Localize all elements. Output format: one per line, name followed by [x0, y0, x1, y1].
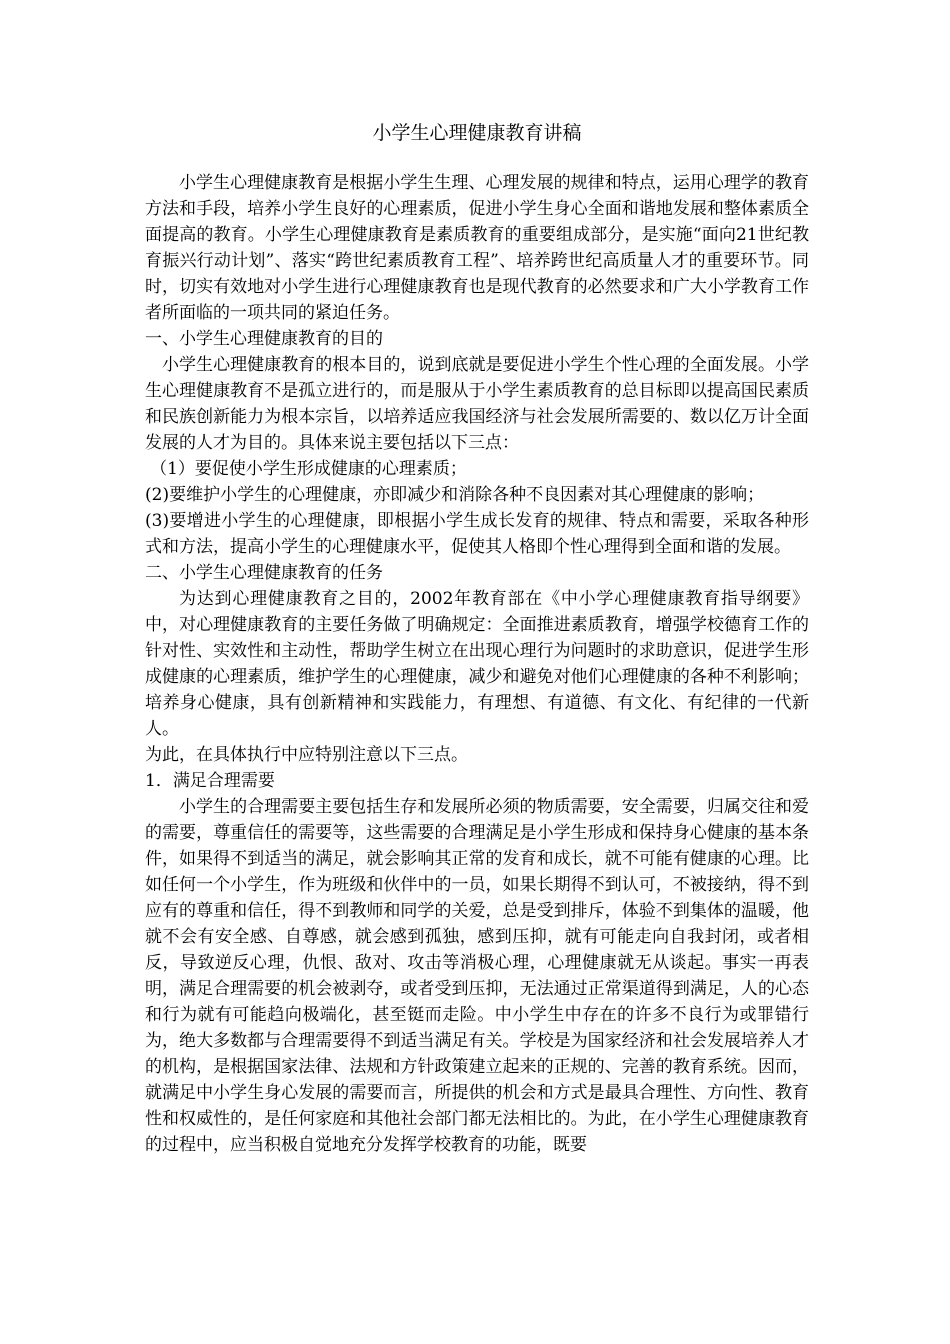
tasks-note: 为此，在具体执行中应特别注意以下三点。 — [145, 745, 468, 765]
purpose-point-1: （1）要促使小学生形成健康的心理素质； — [150, 459, 467, 479]
purpose-point-2: (2)要维护小学生的心理健康，亦即减少和消除各种不良因素对其心理健康的影响； — [145, 485, 765, 505]
section-heading-purpose: 一、小学生心理健康教育的目的 — [145, 329, 383, 349]
document-page — [145, 118, 809, 1158]
subheading-needs: 1．满足合理需要 — [145, 771, 275, 791]
section-heading-tasks: 二、小学生心理健康教育的任务 — [145, 563, 383, 583]
purpose-point-3: (3)要增进小学生的心理健康，即根据小学生成长发育的规律、特点和需要，采取各种形式和方法，提高小学生的心理健康水平，促使其人格即个性心理得到全面和谐的发展。 — [145, 511, 809, 557]
document-title: 小学生心理健康教育讲稿 — [372, 122, 582, 144]
needs-paragraph: 小学生的合理需要主要包括生存和发展所必须的物质需要，安全需要，归属交往和爱的需要，尊重信任的需要等，这些需要的合理满足是小学生形成和保持身心健康的基本条件，如果得不到适当的满足，就会影响其正常的发育和成长，就不可能有健康的心理。比如任何一个小学生，作为班级和伙伴中的一员，如果长期得不到认可，不被接纳，得不到应有的尊重和信任，得不到教师和同学的关爱，总是受到排斥，体验不到集体的温暖，他就不会有安全感、自尊感，就会感到孤独，感到压抑，就有可能走向自我封闭，或者相反，导致逆反心理，仇恨、敌对、攻击等消极心理，心理健康就无从谈起。事实一再表明，满足合理需要的机会被剥夺，或者受到压抑，无法通过正常渠道得到满足，人的心态和行为就有可能趋向极端化，甚至铤而走险。中小学生中存在的许多不良行为或罪错行为，绝大多数都与合理需要得不到适当满足有关。学校是为国家经济和社会发展培养人才的机构，是根据国家法律、法规和方针政策建立起来的正规的、完善的教育系统。因而，就满足中小学生身心发展的需要而言，所提供的机会和方式是最具合理性、方向性、教育性和权威性的，是任何家庭和其他社会部门都无法相比的。为此，在小学生心理健康教育的过程中，应当积极自觉地充分发挥学校教育的功能，既要 — [145, 797, 809, 1155]
tasks-paragraph: 为达到心理健康教育之目的，2002年教育部在《中小学心理健康教育指导纲要》中，对心理健康教育的主要任务做了明确规定：全面推进素质教育，增强学校德育工作的针对性、实效性和主动性，帮助学生树立在出现心理行为问题时的求助意识，促进学生形成健康的心理素质，维护学生的心理健康，减少和避免对他们心理健康的各种不利影响；培养身心健康，具有创新精神和实践能力，有理想、有道德、有文化、有纪律的一代新人。 — [145, 589, 809, 739]
purpose-paragraph: 小学生心理健康教育的根本目的，说到底就是要促进小学生个性心理的全面发展。小学生心理健康教育不是孤立进行的，而是服从于小学生素质教育的总目标即以提高国民素质和民族创新能力为根本宗旨，以培养适应我国经济与社会发展所需要的、数以亿万计全面发展的人才为目的。具体来说主要包括以下三点： — [145, 355, 809, 453]
intro-paragraph: 小学生心理健康教育是根据小学生生理、心理发展的规律和特点，运用心理学的教育方法和手段，培养小学生良好的心理素质，促进小学生身心全面和谐地发展和整体素质全面提高的教育。小学生心理健康教育是素质教育的重要组成部分，是实施“面向21世纪教育振兴行动计划”、落实“跨世纪素质教育工程”、培养跨世纪高质量人才的重要环节。同时，切实有效地对小学生进行心理健康教育也是现代教育的必然要求和广大小学教育工作者所面临的一项共同的紧迫任务。 — [145, 173, 809, 323]
